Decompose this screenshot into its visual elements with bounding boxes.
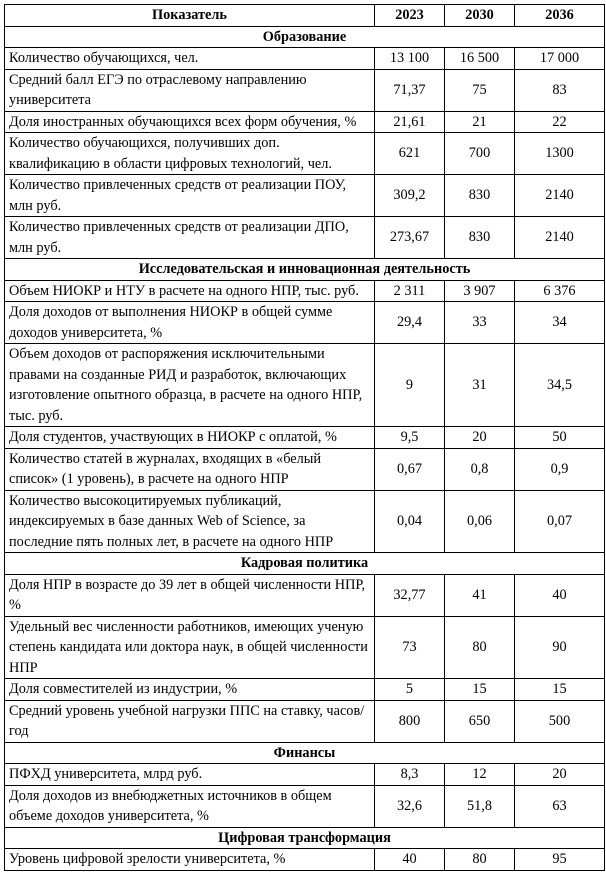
indicator-label: Средний балл ЕГЭ по отраслевому направлению университета xyxy=(5,69,375,111)
indicator-label: Количество привлеченных средств от реализации ДПО, млн руб. xyxy=(5,217,375,259)
value-2023: 9,5 xyxy=(375,427,445,449)
value-2023: 9 xyxy=(375,344,445,427)
value-2036: 1300 xyxy=(515,133,605,175)
table-body xyxy=(5,26,605,870)
table-row xyxy=(5,344,605,427)
header-indicator: Показатель xyxy=(5,5,375,27)
value-2023: 8,3 xyxy=(375,764,445,786)
value-2036: 2140 xyxy=(515,175,605,217)
indicator-label: Количество обучающихся, чел. xyxy=(5,48,375,70)
value-2030: 0,06 xyxy=(445,490,515,553)
value-2030: 700 xyxy=(445,133,515,175)
value-2036: 90 xyxy=(515,616,605,679)
value-2023: 273,67 xyxy=(375,217,445,259)
table-row xyxy=(5,175,605,217)
value-2030: 830 xyxy=(445,217,515,259)
value-2023: 32,77 xyxy=(375,574,445,616)
value-2030: 33 xyxy=(445,302,515,344)
table-row xyxy=(5,133,605,175)
value-2036: 34 xyxy=(515,302,605,344)
section-row xyxy=(5,827,605,849)
value-2023: 29,4 xyxy=(375,302,445,344)
table-row xyxy=(5,302,605,344)
value-2036: 34,5 xyxy=(515,344,605,427)
value-2036: 500 xyxy=(515,700,605,742)
table-row xyxy=(5,679,605,701)
indicator-label: Уровень цифровой зрелости университета, % xyxy=(5,849,375,871)
value-2030: 650 xyxy=(445,700,515,742)
table-row xyxy=(5,700,605,742)
section-title: Образование xyxy=(5,26,605,48)
value-2023: 621 xyxy=(375,133,445,175)
table-row xyxy=(5,217,605,259)
value-2036: 22 xyxy=(515,111,605,133)
section-row xyxy=(5,742,605,764)
value-2023: 0,04 xyxy=(375,490,445,553)
value-2030: 12 xyxy=(445,764,515,786)
value-2030: 15 xyxy=(445,679,515,701)
value-2036: 95 xyxy=(515,849,605,871)
value-2023: 32,6 xyxy=(375,785,445,827)
value-2036: 50 xyxy=(515,427,605,449)
table-row xyxy=(5,764,605,786)
value-2030: 80 xyxy=(445,616,515,679)
indicator-label: Доля студентов, участвующих в НИОКР с оплатой, % xyxy=(5,427,375,449)
value-2036: 0,9 xyxy=(515,448,605,490)
indicator-label: Доля доходов из внебюджетных источников в общем объеме доходов университета, % xyxy=(5,785,375,827)
table-row xyxy=(5,785,605,827)
value-2030: 75 xyxy=(445,69,515,111)
value-2023: 71,37 xyxy=(375,69,445,111)
section-title: Исследовательская и инновационная деятельность xyxy=(5,259,605,281)
section-title: Кадровая политика xyxy=(5,553,605,575)
section-row xyxy=(5,26,605,48)
indicator-label: Доля НПР в возрасте до 39 лет в общей численности НПР, % xyxy=(5,574,375,616)
table-row xyxy=(5,490,605,553)
indicator-label: Доля иностранных обучающихся всех форм обучения, % xyxy=(5,111,375,133)
value-2036: 0,07 xyxy=(515,490,605,553)
table-row xyxy=(5,48,605,70)
indicator-label: Доля совместителей из индустрии, % xyxy=(5,679,375,701)
value-2030: 16 500 xyxy=(445,48,515,70)
value-2030: 21 xyxy=(445,111,515,133)
section-row xyxy=(5,553,605,575)
value-2023: 309,2 xyxy=(375,175,445,217)
value-2030: 31 xyxy=(445,344,515,427)
table-row xyxy=(5,69,605,111)
section-title: Финансы xyxy=(5,742,605,764)
value-2036: 17 000 xyxy=(515,48,605,70)
header-year-2023: 2023 xyxy=(375,5,445,27)
indicator-label: Количество привлеченных средств от реализации ПОУ, млн руб. xyxy=(5,175,375,217)
section-row xyxy=(5,259,605,281)
value-2036: 63 xyxy=(515,785,605,827)
indicator-label: Количество обучающихся, получивших доп. квалификацию в области цифровых технологий, чел. xyxy=(5,133,375,175)
value-2023: 5 xyxy=(375,679,445,701)
value-2030: 830 xyxy=(445,175,515,217)
value-2036: 83 xyxy=(515,69,605,111)
value-2023: 13 100 xyxy=(375,48,445,70)
table-header xyxy=(5,5,605,27)
value-2036: 2140 xyxy=(515,217,605,259)
value-2030: 51,8 xyxy=(445,785,515,827)
header-year-2036: 2036 xyxy=(515,5,605,27)
value-2030: 80 xyxy=(445,849,515,871)
value-2023: 800 xyxy=(375,700,445,742)
value-2030: 0,8 xyxy=(445,448,515,490)
table-row xyxy=(5,111,605,133)
section-title: Цифровая трансформация xyxy=(5,827,605,849)
table-row xyxy=(5,280,605,302)
value-2023: 73 xyxy=(375,616,445,679)
value-2036: 6 376 xyxy=(515,280,605,302)
indicator-label: Удельный вес численности работников, имеющих ученую степень кандидата или доктора наук, в общей численности НПР xyxy=(5,616,375,679)
indicator-label: Доля доходов от выполнения НИОКР в общей сумме доходов университета, % xyxy=(5,302,375,344)
indicator-label: ПФХД университета, млрд руб. xyxy=(5,764,375,786)
header-year-2030: 2030 xyxy=(445,5,515,27)
header-row xyxy=(5,5,605,27)
value-2030: 20 xyxy=(445,427,515,449)
value-2036: 20 xyxy=(515,764,605,786)
indicator-label: Объем доходов от распоряжения исключительными правами на созданные РИД и разработок, включающих изготовление опытного образца, в расчете на одного НПР, тыс. руб. xyxy=(5,344,375,427)
value-2036: 40 xyxy=(515,574,605,616)
value-2030: 41 xyxy=(445,574,515,616)
value-2036: 15 xyxy=(515,679,605,701)
value-2030: 3 907 xyxy=(445,280,515,302)
table-row xyxy=(5,616,605,679)
indicator-label: Количество статей в журналах, входящих в «белый список» (1 уровень), в расчете на одного НПР xyxy=(5,448,375,490)
table-row xyxy=(5,849,605,871)
table-row xyxy=(5,427,605,449)
table-row xyxy=(5,448,605,490)
indicators-table xyxy=(4,4,605,871)
value-2023: 2 311 xyxy=(375,280,445,302)
indicator-label: Средний уровень учебной нагрузки ППС на ставку, часов/год xyxy=(5,700,375,742)
value-2023: 0,67 xyxy=(375,448,445,490)
table-row xyxy=(5,574,605,616)
value-2023: 21,61 xyxy=(375,111,445,133)
indicator-label: Объем НИОКР и НТУ в расчете на одного НПР, тыс. руб. xyxy=(5,280,375,302)
value-2023: 40 xyxy=(375,849,445,871)
indicator-label: Количество высокоцитируемых публикаций, индексируемых в базе данных Web of Science, за последние пять полных лет, в расчете на одного НПР xyxy=(5,490,375,553)
